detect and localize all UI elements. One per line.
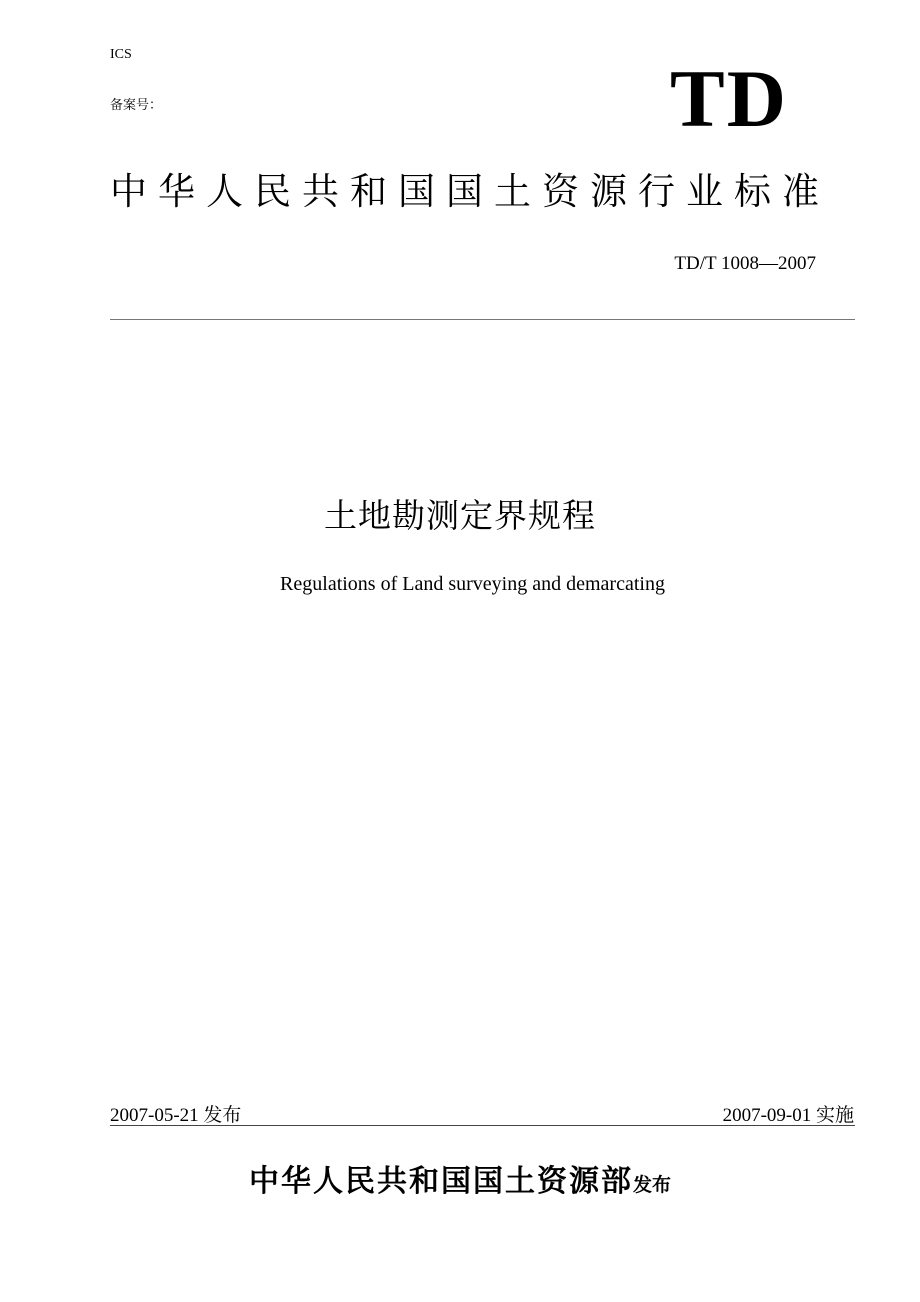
td-logo: TD	[670, 53, 788, 144]
document-title: 土地勘测定界规程	[324, 496, 596, 535]
standard-category-title: 中华人民共和国国土资源行业标准	[110, 170, 830, 213]
publisher-suffix: 发布	[632, 1174, 671, 1196]
document-subtitle-english: Regulations of Land surveying and demarcating	[280, 573, 665, 595]
standard-number: TD/T 1008—2007	[674, 253, 816, 274]
publish-date: 2007-05-21 发布	[110, 1105, 242, 1126]
header-divider	[110, 319, 855, 320]
implementation-date: 2007-09-01 实施	[722, 1105, 854, 1126]
publisher-line	[0, 1156, 920, 1200]
filing-number-label: 备案号：	[110, 98, 163, 113]
ics-label: ICS	[110, 47, 132, 62]
publisher-name: 中华人民共和国国土资源部	[248, 1164, 633, 1199]
footer-divider	[110, 1125, 855, 1126]
